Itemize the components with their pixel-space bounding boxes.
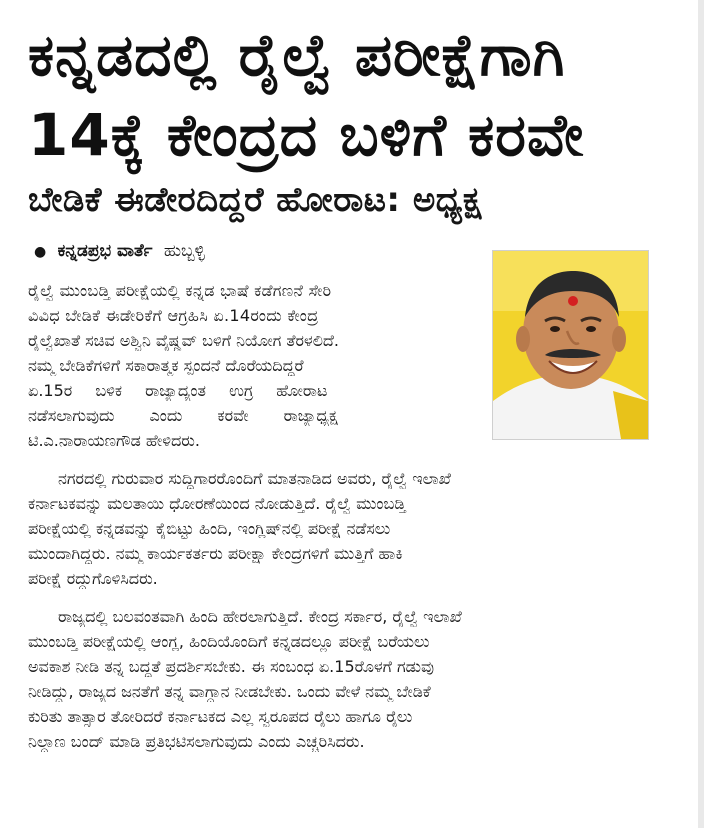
body-line-3: ರೈಲ್ವೆಖಾತೆ ಸಚಿವ ಅಶ್ವಿನಿ ವೈಷ್ಣವ್ ಬಳಿಗೆ ನಿಯೋಗ ತೆರಳಲಿದೆ. (28, 331, 339, 350)
body-line-2: ವಿವಿಧ ಬೇಡಿಕೆ ಈಡೇರಿಕೆಗೆ ಆಗ್ರಹಿಸಿ ಏ.14ರಂದು ಕೇಂದ್ರ (28, 306, 319, 325)
byline (34, 240, 205, 263)
body-line-1: ರೈಲ್ವೆ ಮುಂಬಡ್ತಿ ಪರೀಕ್ಷೆಯಲ್ಲಿ ಕನ್ನಡ ಭಾಷೆ ಕಡೆಗಣನೆ ಸೇರಿ (28, 281, 332, 300)
body-line-7: ಟಿ.ಎ.ನಾರಾಯಣಗೌಡ ಹೇಳಿದರು. (28, 431, 200, 450)
body-line-12: ಪರೀಕ್ಷೆ ರದ್ದುಗೊಳಿಸಿದರು. (28, 569, 158, 588)
body-line-16: ನೀಡಿದ್ದು, ರಾಜ್ಯದ ಜನತೆಗೆ ತನ್ನ ವಾಗ್ದಾನ ನೀಡಬೇಕು. ಒಂದು ವೇಳೆ ನಮ್ಮ ಬೇಡಿಕೆ (28, 682, 431, 701)
subheadline: ಬೇಡಿಕೆ ಈಡೇರದಿದ್ದರೆ ಹೋರಾಟ: ಅಧ್ಯಕ್ಷ (28, 180, 482, 220)
byline-place: ಹುಬ್ಬಳ್ಳಿ (163, 241, 205, 261)
body-line-18: ನಿಲ್ದಾಣ ಬಂದ್ ಮಾಡಿ ಪ್ರತಿಭಟಿಸಲಾಗುವುದು ಎಂದು ಎಚ್ಚರಿಸಿದರು. (28, 732, 365, 751)
body-line-13: ರಾಜ್ಯದಲ್ಲಿ ಬಲವಂತವಾಗಿ ಹಿಂದಿ ಹೇರಲಾಗುತ್ತಿದೆ. ಕೇಂದ್ರ ಸರ್ಕಾರ, ರೈಲ್ವೆ ಇಲಾಖೆ (58, 607, 462, 626)
body-line-15: ಅವಕಾಶ ನೀಡಿ ತನ್ನ ಬದ್ಧತೆ ಪ್ರದರ್ಶಿಸಬೇಕು. ಈ ಸಂಬಂಧ ಏ.15ರೊಳಗೆ ಗಡುವು (28, 657, 434, 676)
body-line-8: ನಗರದಲ್ಲಿ ಗುರುವಾರ ಸುದ್ದಿಗಾರರೊಂದಿಗೆ ಮಾತನಾಡಿದ ಅವರು, ರೈಲ್ವೆ ಇಲಾಖೆ (58, 469, 451, 488)
body-line-17: ಕುರಿತು ತಾತ್ಸಾರ ತೋರಿದರೆ ಕರ್ನಾಟಕದ ಎಲ್ಲ ಸ್ವರೂಪದ ರೈಲು ಹಾಗೂ ರೈಲು (28, 707, 413, 726)
headline-line-2: 14ಕ್ಕೆ ಕೇಂದ್ರದ ಬಳಿಗೆ ಕರವೇ (28, 101, 585, 169)
body-line-9: ಕರ್ನಾಟಕವನ್ನು ಮಲತಾಯಿ ಧೋರಣೆಯಿಂದ ನೋಡುತ್ತಿದೆ. ರೈಲ್ವೆ ಮುಂಬಡ್ತಿ (28, 494, 406, 513)
headline-line-1: ಕನ್ನಡದಲ್ಲಿ ರೈಲ್ವೆ ಪರೀಕ್ಷೆಗಾಗಿ (28, 21, 566, 89)
byline-source: ಕನ್ನಡಪ್ರಭ ವಾರ್ತೆ (57, 241, 153, 261)
body-line-11: ಮುಂದಾಗಿದ್ದರು. ನಮ್ಮ ಕಾರ್ಯಕರ್ತರು ಪರೀಕ್ಷಾ ಕೇಂದ್ರಗಳಿಗೆ ಮುತ್ತಿಗೆ ಹಾಕಿ (28, 544, 403, 563)
portrait-illustration (493, 251, 648, 439)
body-line-4: ನಮ್ಮ ಬೇಡಿಕೆಗಳಿಗೆ ಸಕಾರಾತ್ಮಕ ಸ್ಪಂದನೆ ದೊರೆಯದಿದ್ದರೆ (28, 356, 304, 375)
body-line-14: ಮುಂಬಡ್ತಿ ಪರೀಕ್ಷೆಯಲ್ಲಿ ಆಂಗ್ಲ, ಹಿಂದಿಯೊಂದಿಗೆ ಕನ್ನಡದಲ್ಲೂ ಪರೀಕ್ಷೆ ಬರೆಯಲು (28, 632, 430, 651)
body-line-10: ಪರೀಕ್ಷೆಯಲ್ಲಿ ಕನ್ನಡವನ್ನು ಕೈಬಿಟ್ಟು ಹಿಂದಿ, ಇಂಗ್ಲಿಷ್‌ನಲ್ಲಿ ಪರೀಕ್ಷೆ ನಡೆಸಲು (28, 519, 391, 538)
body-line-6: ನಡೆಸಲಾಗುವುದು ಎಂದು ಕರವೇ ರಾಜ್ಯಾಧ್ಯಕ್ಷ (28, 406, 338, 425)
body-line-5: ಏ.15ರ ಬಳಿಕ ರಾಜ್ಯಾದ್ಯಂತ ಉಗ್ರ ಹೋರಾಟ (28, 381, 328, 400)
bullet-icon: ● (34, 244, 47, 260)
portrait-photo (492, 250, 649, 440)
